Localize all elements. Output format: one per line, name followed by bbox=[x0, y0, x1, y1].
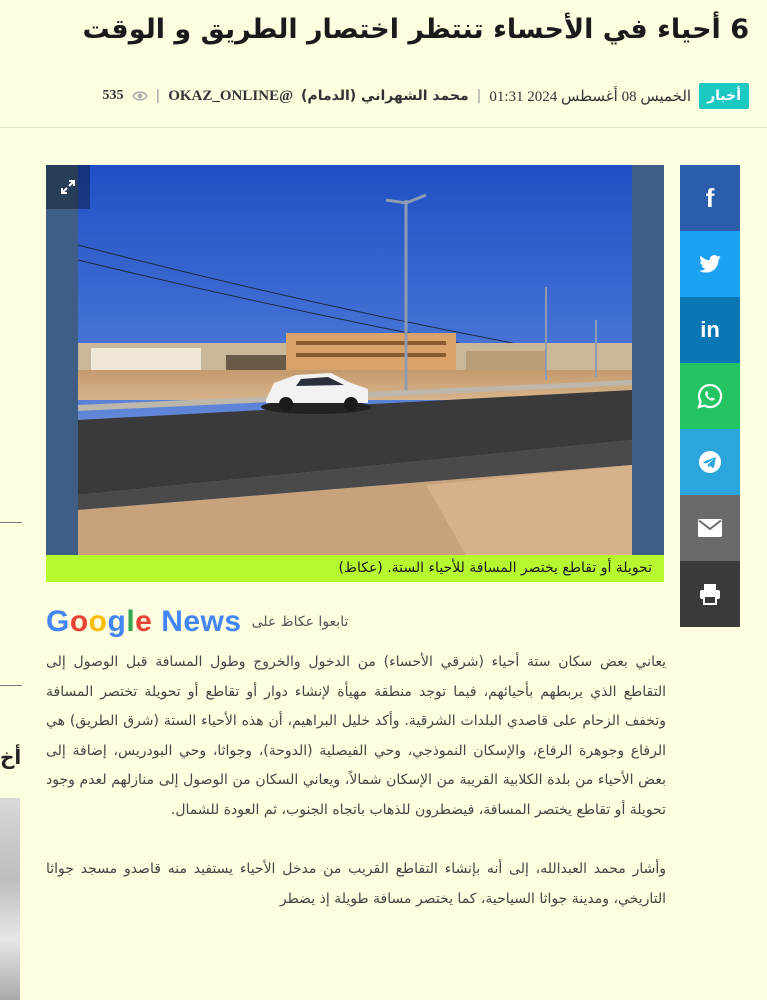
view-count: 535 bbox=[102, 88, 124, 103]
image-caption: تحويلة أو تقاطع يختصر المسافة للأحياء الستة. (عكاظ) bbox=[46, 555, 664, 582]
share-telegram-button[interactable] bbox=[680, 429, 740, 495]
article-paragraph: وأشار محمد العبدالله، إلى أنه بإنشاء التقاطع القريب من مدخل الأحياء يستفيد منه قاصدو مسجد جواثا التاريخي، ومدينة جواثا السياحية، كما يختصر مسافة طويلة إذ يضطر bbox=[46, 861, 666, 907]
expand-icon bbox=[60, 179, 76, 195]
twitter-icon bbox=[699, 255, 721, 273]
article-image[interactable] bbox=[46, 165, 664, 555]
print-button[interactable] bbox=[680, 561, 740, 627]
sidebar-divider bbox=[0, 685, 22, 686]
sidebar-divider bbox=[0, 522, 22, 523]
print-icon bbox=[699, 583, 721, 605]
email-icon bbox=[698, 519, 722, 537]
sidebar-thumbnail[interactable] bbox=[0, 798, 20, 1000]
share-facebook-button[interactable] bbox=[680, 165, 740, 231]
twitter-handle[interactable]: @OKAZ_ONLINE bbox=[168, 87, 294, 104]
meta-separator: | bbox=[155, 88, 161, 104]
share-twitter-button[interactable] bbox=[680, 231, 740, 297]
linkedin-icon: in bbox=[700, 317, 720, 342]
telegram-icon bbox=[698, 450, 722, 474]
author-name[interactable]: محمد الشهراني (الدمام) bbox=[301, 88, 469, 104]
publish-date: الخميس 08 أغسطس 2024 01:31 bbox=[489, 88, 692, 105]
expand-image-button[interactable] bbox=[46, 165, 90, 209]
share-email-button[interactable] bbox=[680, 495, 740, 561]
article-title: 6 أحياء في الأحساء تنتظر اختصار الطريق و الوقت bbox=[82, 14, 749, 45]
category-badge[interactable]: أخبار bbox=[699, 83, 749, 109]
sidebar-heading: أخ bbox=[0, 745, 22, 769]
article-photo bbox=[46, 165, 664, 555]
eye-icon bbox=[132, 88, 148, 104]
facebook-icon: f bbox=[705, 182, 715, 213]
meta-separator: | bbox=[476, 88, 482, 104]
article-meta bbox=[103, 80, 750, 112]
article-body bbox=[46, 648, 666, 944]
follow-label: تابعوا عكاظ على bbox=[251, 614, 349, 630]
google-news-follow-link[interactable] bbox=[46, 602, 348, 642]
header-divider bbox=[0, 127, 767, 128]
google-news-logo: Google News bbox=[46, 605, 242, 638]
share-whatsapp-button[interactable] bbox=[680, 363, 740, 429]
article-paragraph: يعاني بعض سكان ستة أحياء (شرقي الأحساء) من الدخول والخروج وطول المسافة قبل الوصول إلى التقاطع الذي يربطهم بأحيائهم، فيما توجد منطقة مهيأة لإنشاء دوار أو تقاطع أو تحويلة تختصر المسافة وتخفف الزحام على قاصدي البلدات الشرقية. وأكد خليل البراهيم، أن هذه الأحياء الستة (شرق الطريق) هي الرفاع وجوهرة الرفاع، والإسكان النموذجي، وحي الفيصلية (الدوحة)، وجواثا، وحي البودريس، إضافة إلى بعض الأحياء من بلدة الكلابية القريبة من الإسكان شمالاً، ويعاني السكان من الوصول إلى منازلهم لعدم وجود تحويلة أو تقاطع يختصر المسافة، فيضطرون للذهاب باتجاه الجنوب، ثم العودة للشمال. bbox=[46, 654, 666, 818]
share-bar bbox=[680, 165, 740, 627]
whatsapp-icon bbox=[697, 383, 723, 409]
share-linkedin-button[interactable] bbox=[680, 297, 740, 363]
